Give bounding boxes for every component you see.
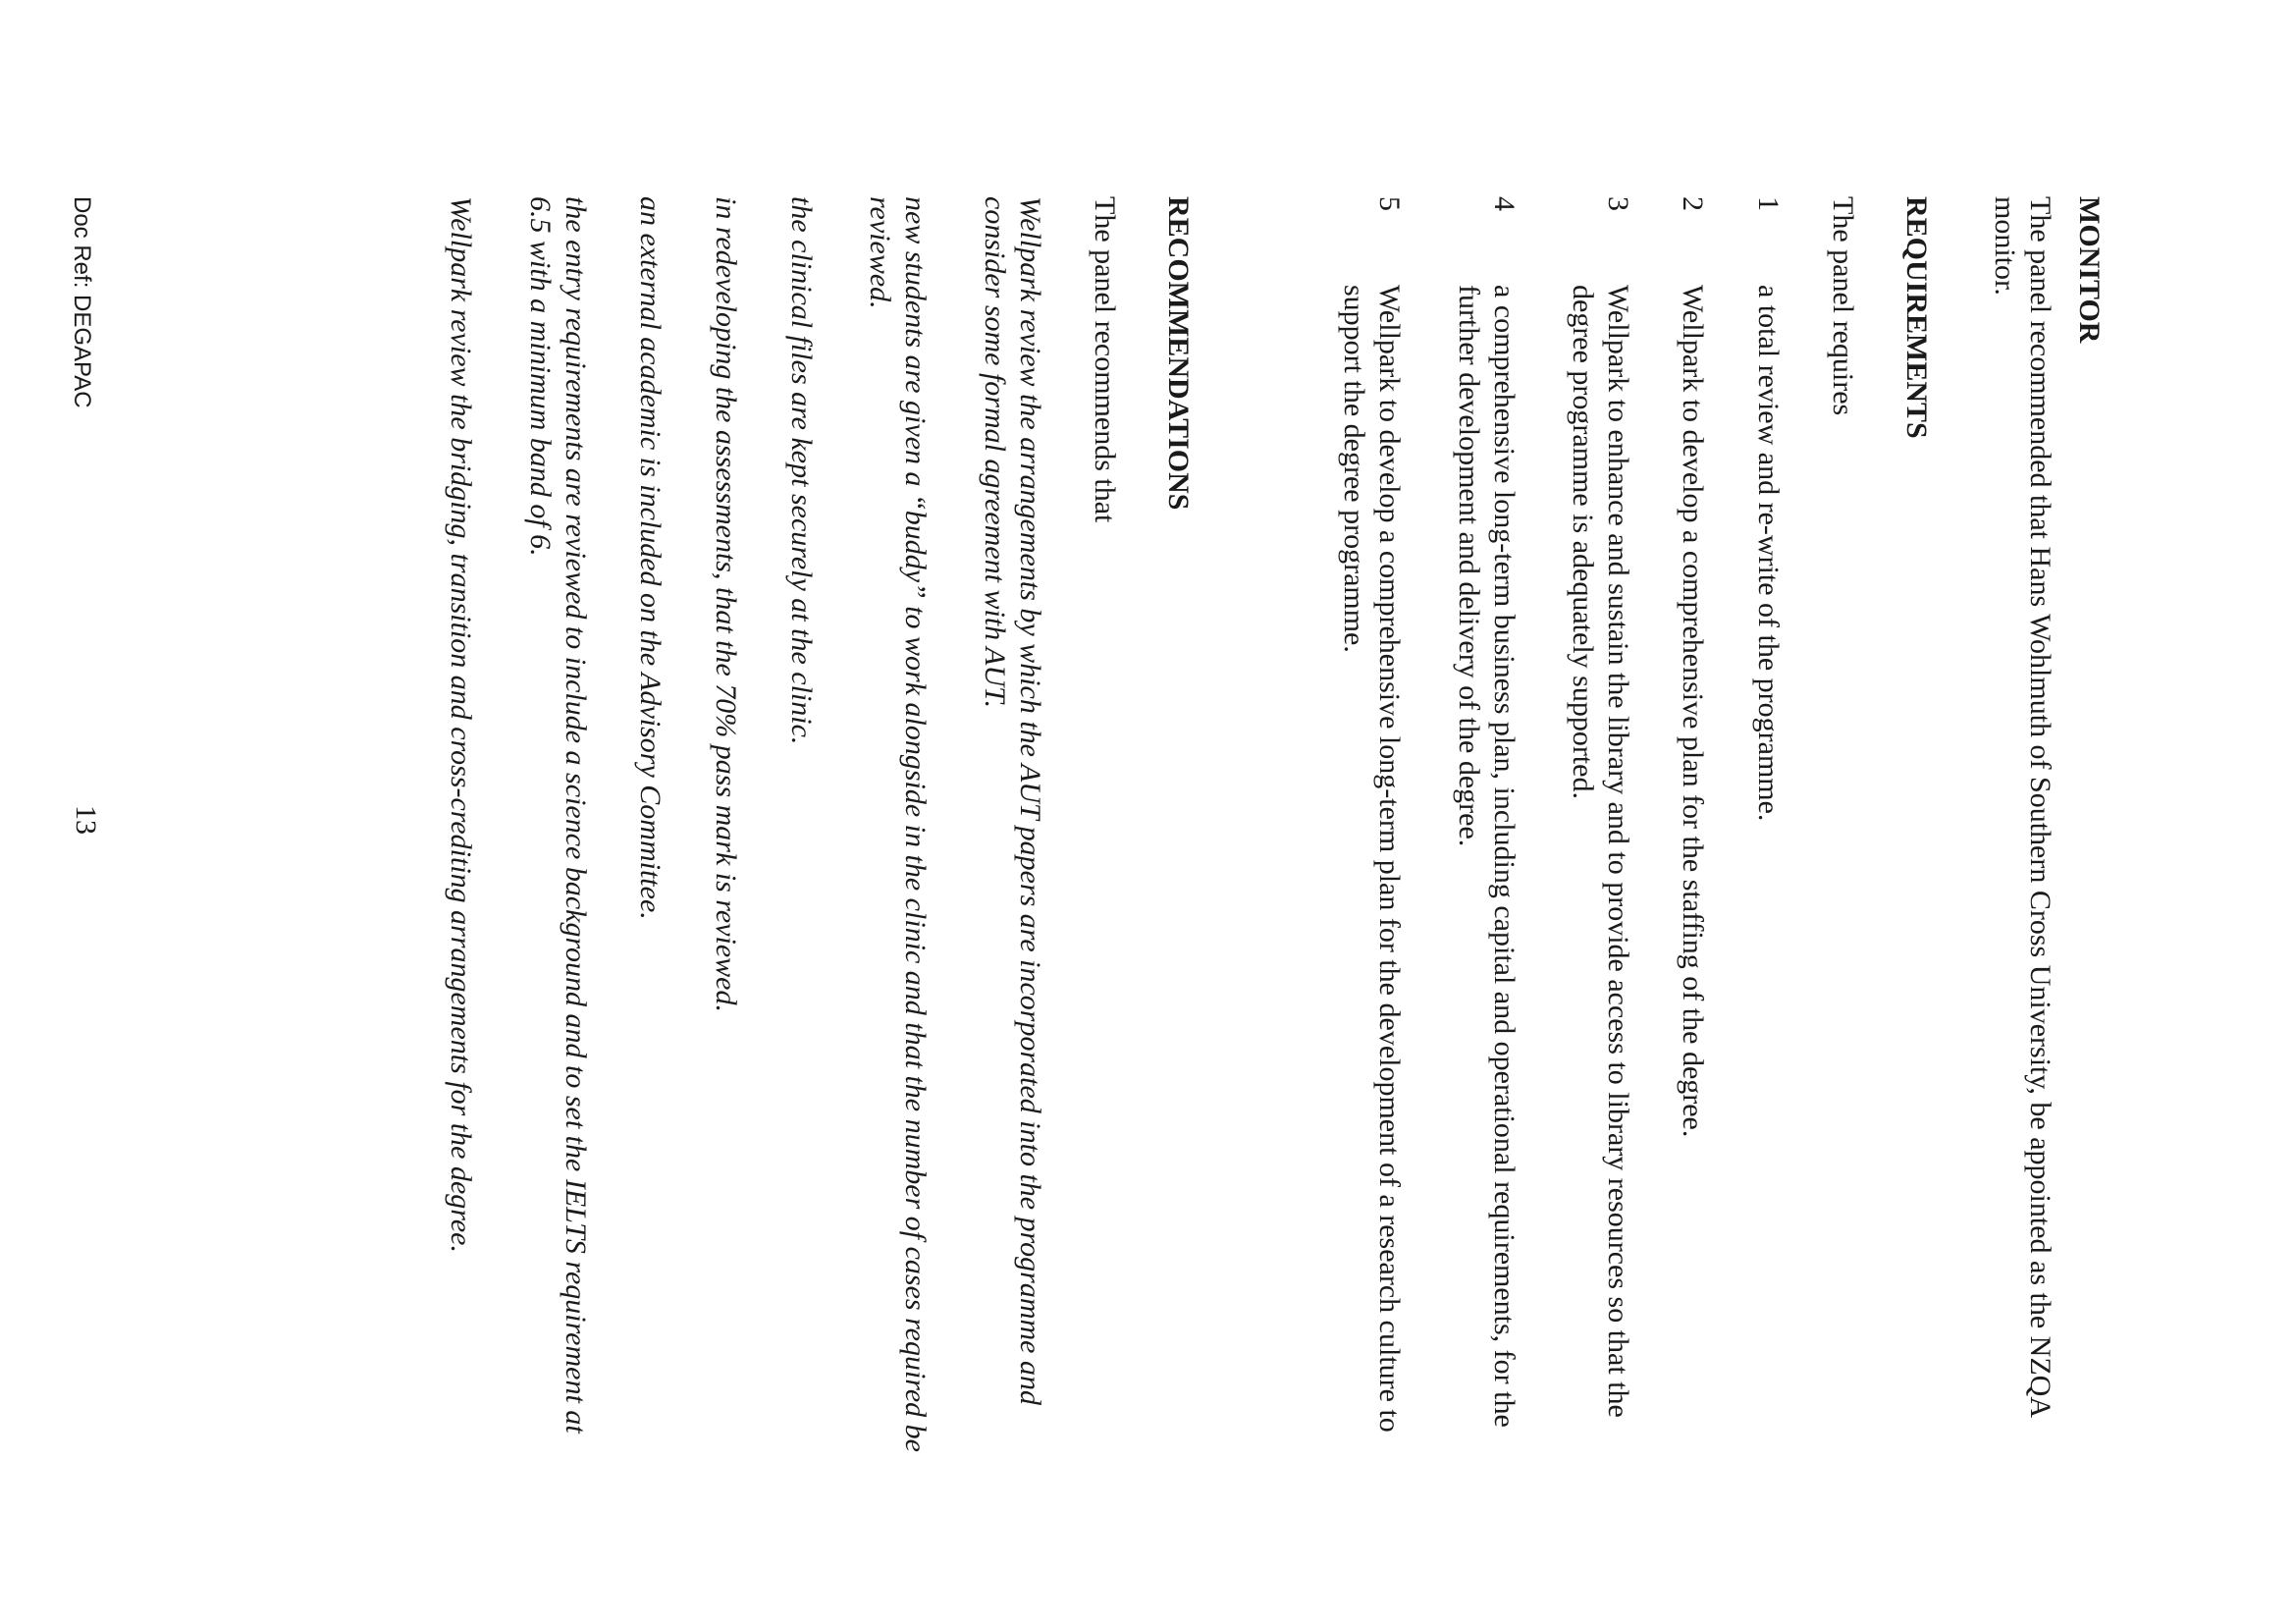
- monitor-heading: MONITOR: [2073, 196, 2106, 344]
- requirement-item: [1336, 196, 1407, 1473]
- requirement-text: a total review and re-write of the programme.: [1752, 285, 1785, 822]
- requirement-number: 1: [1752, 196, 1785, 211]
- recommendations-heading: RECOMMENDATIONS: [1162, 196, 1195, 511]
- recommendation-item: an external academic is included on the Advisory Committee.: [634, 196, 667, 920]
- requirement-text: Wellpark to develop a comprehensive long-term plan for the development of a research culture to support the degree programme.: [1338, 285, 1406, 1433]
- requirements-heading: REQUIREMENTS: [1900, 196, 1933, 439]
- doc-reference: Doc Ref: DEGAPAC: [69, 196, 95, 408]
- requirement-number: 4: [1488, 196, 1521, 211]
- requirements-intro: The panel requires: [1827, 196, 1859, 416]
- requirement-text: a comprehensive long-term business plan, including capital and operational requirements, for the further development and delivery of the degree.: [1453, 285, 1521, 1428]
- requirement-number: 5: [1373, 196, 1406, 211]
- recommendation-item: Wellpark review the bridging, transition and cross-crediting arrangements for the degree.: [445, 196, 477, 1253]
- requirement-item: [1675, 196, 1710, 1473]
- recommendations-intro: The panel recommends that: [1089, 196, 1121, 523]
- monitor-paragraph: The panel recommended that Hans Wohlmuth of Southern Cross University, be appointed as the NZQA monitor.: [1989, 196, 2056, 1417]
- requirement-item: [1451, 196, 1522, 1473]
- requirement-number: 3: [1602, 196, 1634, 211]
- requirement-item: [1565, 196, 1635, 1473]
- recommendation-item: new students are given a “buddy” to work alongside in the clinic and that the number of cases required be reviewed.: [864, 196, 932, 1452]
- recommendation-item: the clinical files are kept securely at the clinic.: [785, 196, 818, 745]
- recommendation-item: Wellpark review the arrangements by which the AUT papers are incorporated into the programme and consider some formal agreement with AUT.: [979, 196, 1046, 1405]
- recommendation-item: in redeveloping the assessments, that the 70% pass mark is reviewed.: [710, 196, 742, 1012]
- requirement-text: Wellpark to develop a comprehensive plan for the staffing of the degree.: [1677, 285, 1709, 1138]
- page-number: 13: [70, 805, 102, 835]
- requirement-item: [1750, 196, 1786, 1473]
- recommendation-item: the entry requirements are reviewed to include a science background and to set the IELTS requirement at 6.5 with a minimum band of 6.: [524, 196, 592, 1434]
- requirement-number: 2: [1677, 196, 1709, 211]
- requirement-text: Wellpark to enhance and sustain the library and to provide access to library resources so that the degree programme is adequately supported.: [1567, 285, 1634, 1418]
